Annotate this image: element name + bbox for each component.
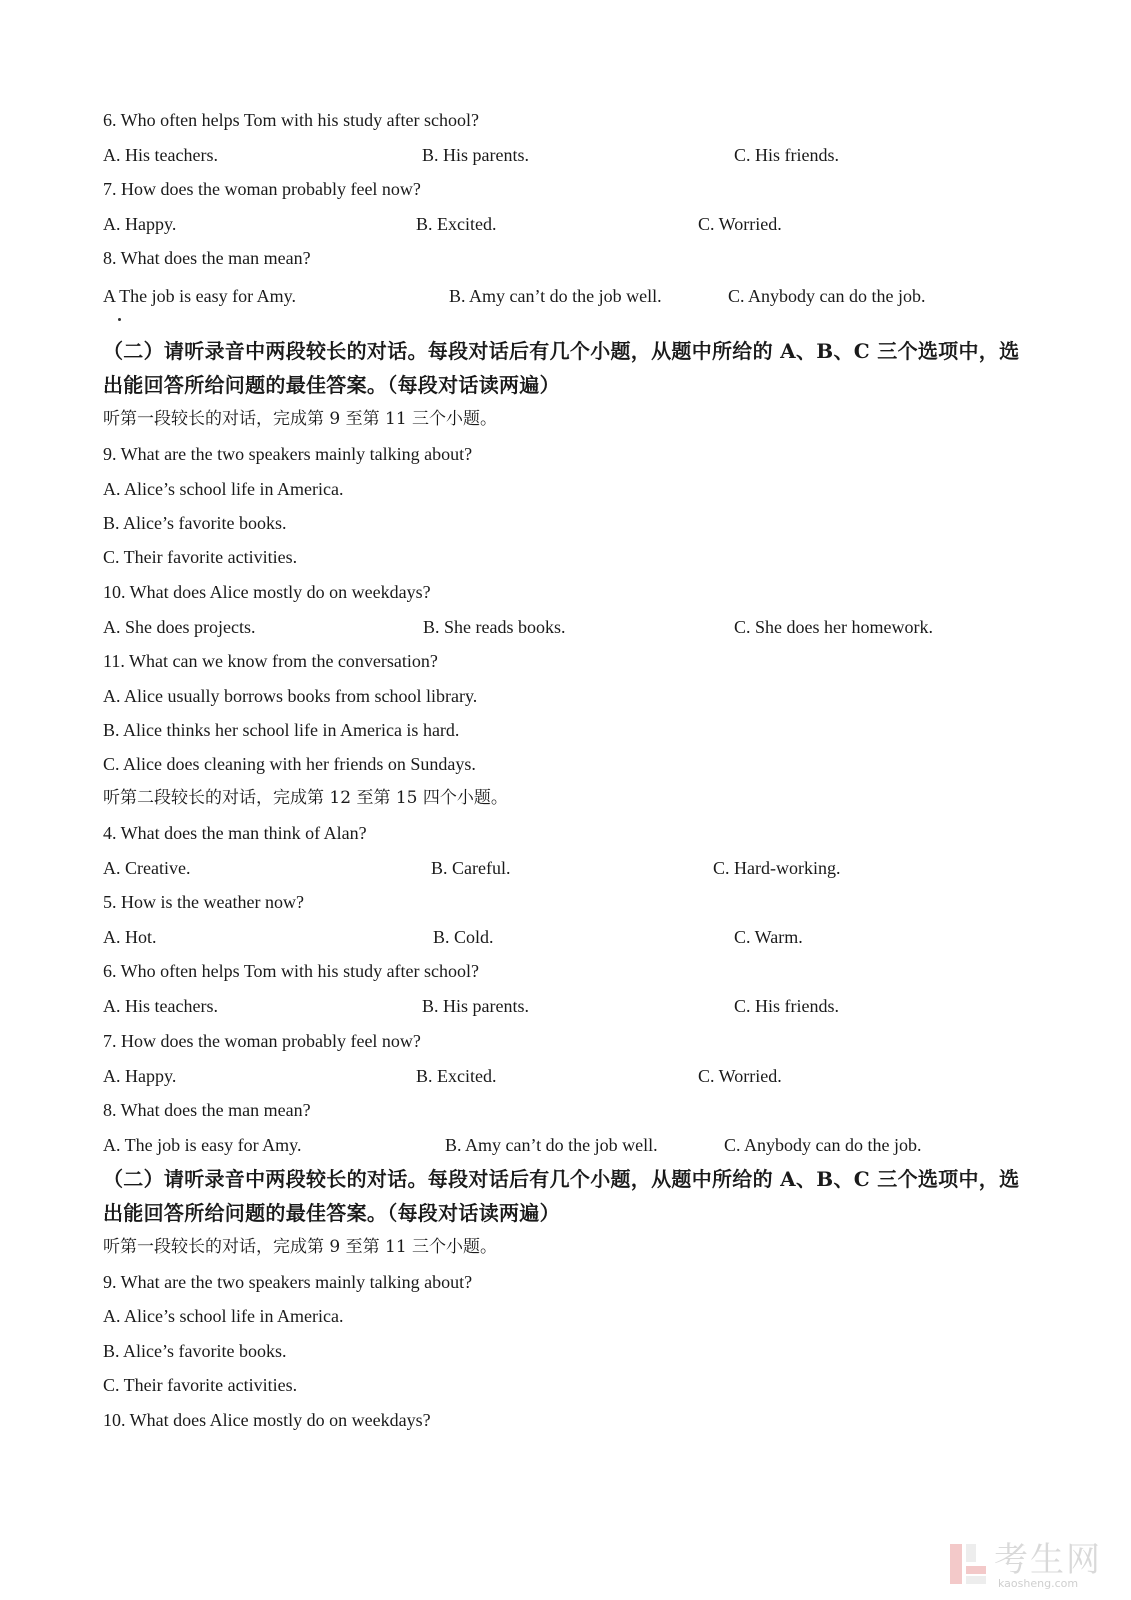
q9-repeat-option-a: A. Alice’s school life in America. [103, 1306, 344, 1326]
q8-repeat-option-b: B. Amy can’t do the job well. [445, 1135, 658, 1155]
question-10: 10. What does Alice mostly do on weekdays? [103, 582, 431, 602]
question-6: 6. Who often helps Tom with his study after school? [103, 110, 480, 130]
watermark-logo [948, 1538, 1123, 1594]
q7-option-c: C. Worried. [698, 214, 782, 234]
q8-option-c: C. Anybody can do the job. [728, 286, 926, 306]
q9-option-c: C. Their favorite activities. [103, 547, 298, 567]
q4-option-a: A. Creative. [103, 858, 191, 878]
stray-dot-mark [118, 318, 121, 321]
q6-repeat-option-a: A. His teachers. [103, 996, 218, 1016]
q7-repeat-option-c: C. Worried. [698, 1066, 782, 1086]
q7-option-a: A. Happy. [103, 214, 177, 234]
section-2-heading: （二）请听录音中两段较长的对话。每段对话后有几个小题，从题中所给的 A、B、C 三个选项中，选出能回答所给问题的最佳答案。（每段对话读两遍） [103, 339, 1020, 397]
q6-repeat-option-b: B. His parents. [422, 996, 529, 1016]
q6-option-b: B. His parents. [422, 145, 529, 165]
q7-repeat-option-b: B. Excited. [416, 1066, 497, 1086]
q6-option-a: A. His teachers. [103, 145, 218, 165]
dialog-1-intro: 听第一段较长的对话，完成第 9 至第 11 三个小题。 [103, 409, 498, 429]
q8-option-b: B. Amy can’t do the job well. [449, 286, 662, 306]
q10-option-a: A. She does projects. [103, 617, 256, 637]
q8-repeat-option-a: A. The job is easy for Amy. [103, 1135, 302, 1155]
watermark-text: 考生网 [994, 1540, 1102, 1580]
question-7: 7. How does the woman probably feel now? [103, 179, 421, 199]
question-9: 9. What are the two speakers mainly talking about? [103, 444, 473, 464]
question-4: 4. What does the man think of Alan? [103, 823, 367, 843]
section-2-heading-repeat: （二）请听录音中两段较长的对话。每段对话后有几个小题，从题中所给的 A、B、C 三个选项中，选出能回答所给问题的最佳答案。（每段对话读两遍） [103, 1167, 1020, 1225]
q8-option-a: A The job is easy for Amy. [103, 286, 296, 306]
q10-option-b: B. She reads books. [423, 617, 566, 637]
q8-repeat-option-c: C. Anybody can do the job. [724, 1135, 922, 1155]
question-10-repeat: 10. What does Alice mostly do on weekdays? [103, 1410, 431, 1430]
q9-option-b: B. Alice’s favorite books. [103, 513, 287, 533]
q7-repeat-option-a: A. Happy. [103, 1066, 177, 1086]
q6-option-c: C. His friends. [734, 145, 839, 165]
q5-option-a: A. Hot. [103, 927, 157, 947]
q7-option-b: B. Excited. [416, 214, 497, 234]
question-8-repeat: 8. What does the man mean? [103, 1100, 311, 1120]
question-9-repeat: 9. What are the two speakers mainly talking about? [103, 1272, 473, 1292]
watermark-icon [948, 1542, 988, 1586]
question-8: 8. What does the man mean? [103, 248, 311, 268]
watermark-url: kaosheng.com [998, 1577, 1079, 1590]
dialog-1-intro-repeat: 听第一段较长的对话，完成第 9 至第 11 三个小题。 [103, 1237, 498, 1257]
q9-repeat-option-c: C. Their favorite activities. [103, 1375, 298, 1395]
q4-option-b: B. Careful. [431, 858, 511, 878]
q10-option-c: C. She does her homework. [734, 617, 933, 637]
q9-repeat-option-b: B. Alice’s favorite books. [103, 1341, 287, 1361]
q11-option-a: A. Alice usually borrows books from school library. [103, 686, 478, 706]
question-6-repeat: 6. Who often helps Tom with his study after school? [103, 961, 480, 981]
question-7-repeat: 7. How does the woman probably feel now? [103, 1031, 421, 1051]
q6-repeat-option-c: C. His friends. [734, 996, 839, 1016]
q11-option-b: B. Alice thinks her school life in America is hard. [103, 720, 460, 740]
q9-option-a: A. Alice’s school life in America. [103, 479, 344, 499]
q5-option-b: B. Cold. [433, 927, 494, 947]
question-5: 5. How is the weather now? [103, 892, 304, 912]
q5-option-c: C. Warm. [734, 927, 803, 947]
question-11: 11. What can we know from the conversation? [103, 651, 438, 671]
q11-option-c: C. Alice does cleaning with her friends on Sundays. [103, 754, 476, 774]
dialog-2-intro: 听第二段较长的对话，完成第 12 至第 15 四个小题。 [103, 788, 508, 808]
q4-option-c: C. Hard-working. [713, 858, 841, 878]
